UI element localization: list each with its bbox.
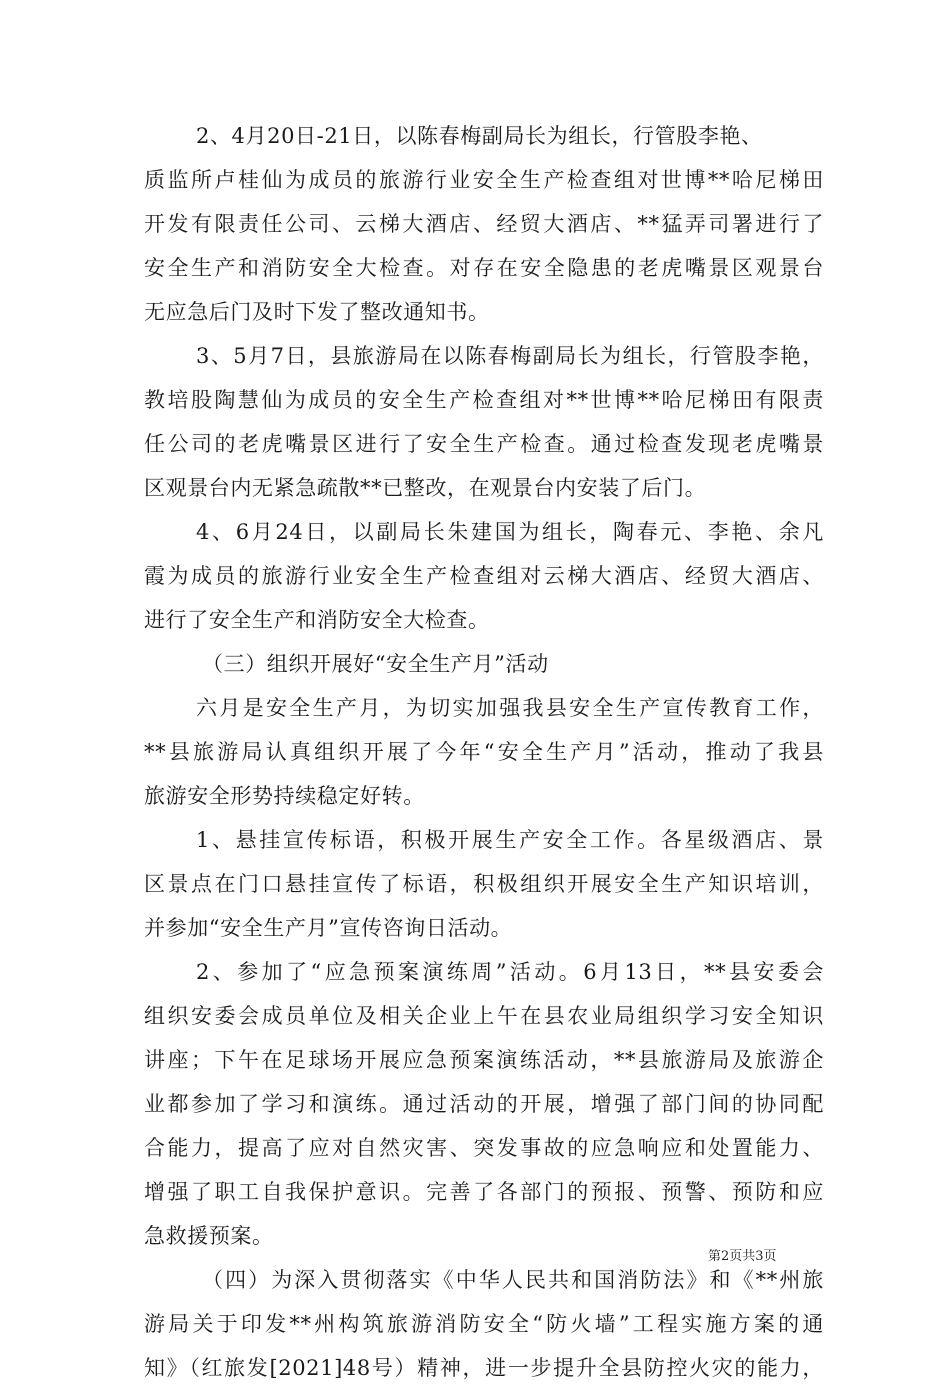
body-text-line: 并参加“安全生产月”宣传咨询日活动。 [144, 916, 513, 940]
body-text-line: 知》（红旅发[2021]48号）精神，进一步提升全县防控火灾的能力， [144, 1356, 824, 1380]
body-text-line: 区景点在门口悬挂宣传了标语，积极组织开展安全生产知识培训， [144, 872, 824, 896]
body-text-line: 进行了安全生产和消防安全大检查。 [144, 608, 490, 632]
body-text-line: 开发有限责任公司、云梯大酒店、经贸大酒店、**猛弄司署进行了 [144, 212, 824, 236]
body-text-line: 急救援预案。 [144, 1224, 274, 1248]
body-text-line: 3、5月7日，县旅游局在以陈春梅副局长为组长，行管股李艳， [196, 344, 824, 368]
body-text-line: 无应急后门及时下发了整改通知书。 [144, 300, 490, 324]
page-number: 第2页共3页 [708, 1249, 777, 1264]
body-text-line: 组织安委会成员单位及相关企业上午在县农业局组织学习安全知识 [144, 1004, 824, 1028]
body-text-line: （四）为深入贯彻落实《中华人民共和国消防法》和《**州旅 [202, 1268, 824, 1292]
body-text-line: 1、悬挂宣传标语，积极开展生产安全工作。各星级酒店、景 [196, 828, 824, 852]
body-text-line: 4、6月24日，以副局长朱建国为组长，陶春元、李艳、余凡 [196, 520, 824, 544]
body-text-line: 合能力，提高了应对自然灾害、突发事故的应急响应和处置能力、 [144, 1136, 824, 1160]
body-text-line: 安全生产和消防安全大检查。对存在安全隐患的老虎嘴景区观景台 [144, 256, 824, 280]
body-text-line: 六月是安全生产月，为切实加强我县安全生产宣传教育工作， [196, 696, 824, 720]
body-text-line: 霞为成员的旅游行业安全生产检查组对云梯大酒店、经贸大酒店、 [144, 564, 824, 588]
body-text-line: **县旅游局认真组织开展了今年“安全生产月”活动，推动了我县 [144, 740, 824, 764]
body-text-line: 教培股陶慧仙为成员的安全生产检查组对**世博**哈尼梯田有限责 [144, 388, 824, 412]
body-text-line: 区观景台内无紧急疏散**已整改，在观景台内安装了后门。 [144, 476, 707, 500]
body-text-line: 质监所卢桂仙为成员的旅游行业安全生产检查组对世博**哈尼梯田 [144, 168, 824, 192]
body-text-line: 讲座；下午在足球场开展应急预案演练活动，**县旅游局及旅游企 [144, 1048, 824, 1072]
body-text-line: 旅游安全形势持续稳定好转。 [144, 784, 425, 808]
body-text-line: 2、参加了“应急预案演练周”活动。6月13日，**县安委会 [196, 960, 824, 984]
body-text-line: 游局关于印发**州构筑旅游消防安全“防火墙”工程实施方案的通 [144, 1312, 824, 1336]
body-text-line: 增强了职工自我保护意识。完善了各部门的预报、预警、预防和应 [144, 1180, 824, 1204]
section-heading: （三）组织开展好“安全生产月”活动 [202, 652, 549, 676]
body-text-line: 业都参加了学习和演练。通过活动的开展，增强了部门间的协同配 [144, 1092, 824, 1116]
body-text-line: 2、4月20日-21日，以陈春梅副局长为组长，行管股李艳、 [196, 124, 763, 148]
body-text-line: 任公司的老虎嘴景区进行了安全生产检查。通过检查发现老虎嘴景 [144, 432, 824, 456]
